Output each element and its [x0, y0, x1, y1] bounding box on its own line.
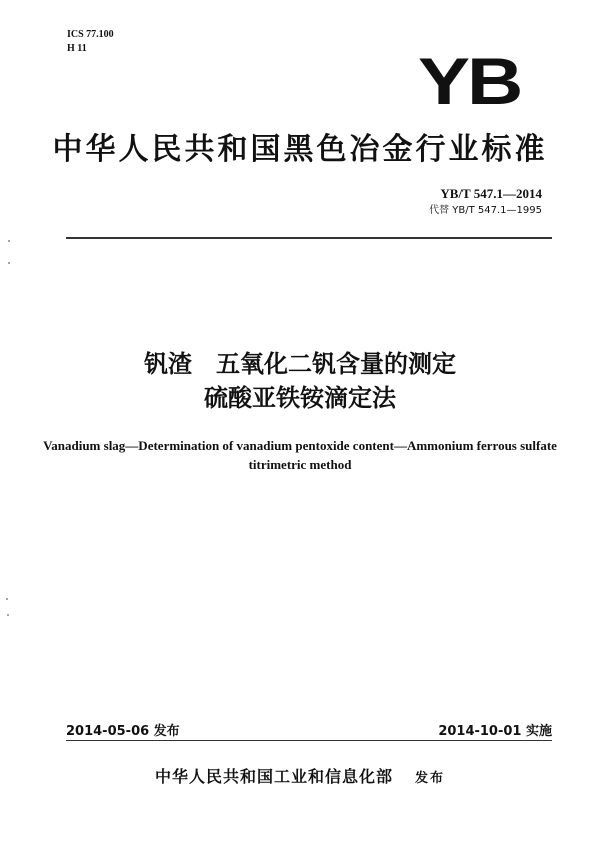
chinese-title-line1: 钒渣 五氧化二钒含量的测定	[144, 350, 456, 378]
implementation-date: 2014-10-01 实施	[438, 724, 552, 739]
chinese-title	[0, 347, 600, 415]
scan-speck	[8, 240, 10, 242]
issuer-name: 中华人民共和国工业和信息化部	[154, 767, 393, 786]
issuer-line	[0, 764, 600, 787]
replaces-code: 代替 YB/T 547.1—1995	[429, 205, 542, 216]
scan-speck	[8, 262, 10, 264]
organization-title: 中华人民共和国黑色冶金行业标准	[52, 132, 548, 167]
classification-codes	[67, 28, 114, 56]
yb-logo: YB	[418, 43, 521, 119]
scan-speck	[7, 614, 9, 616]
chinese-title-line2: 硫酸亚铁铵滴定法	[204, 384, 396, 412]
english-title: Vanadium slag—Determination of vanadium pentoxide content—Ammonium ferrous sulfate titrimetric method	[43, 438, 557, 472]
issuer-action: 发布	[415, 771, 446, 786]
footer-divider	[66, 740, 552, 741]
header-divider	[66, 237, 552, 239]
standard-code: YB/T 547.1—2014	[440, 186, 542, 201]
scan-speck	[6, 598, 8, 600]
ics-code: ICS 77.100	[67, 29, 114, 40]
issue-date: 2014-05-06 发布	[66, 724, 180, 739]
ccs-code: H 11	[67, 43, 87, 54]
